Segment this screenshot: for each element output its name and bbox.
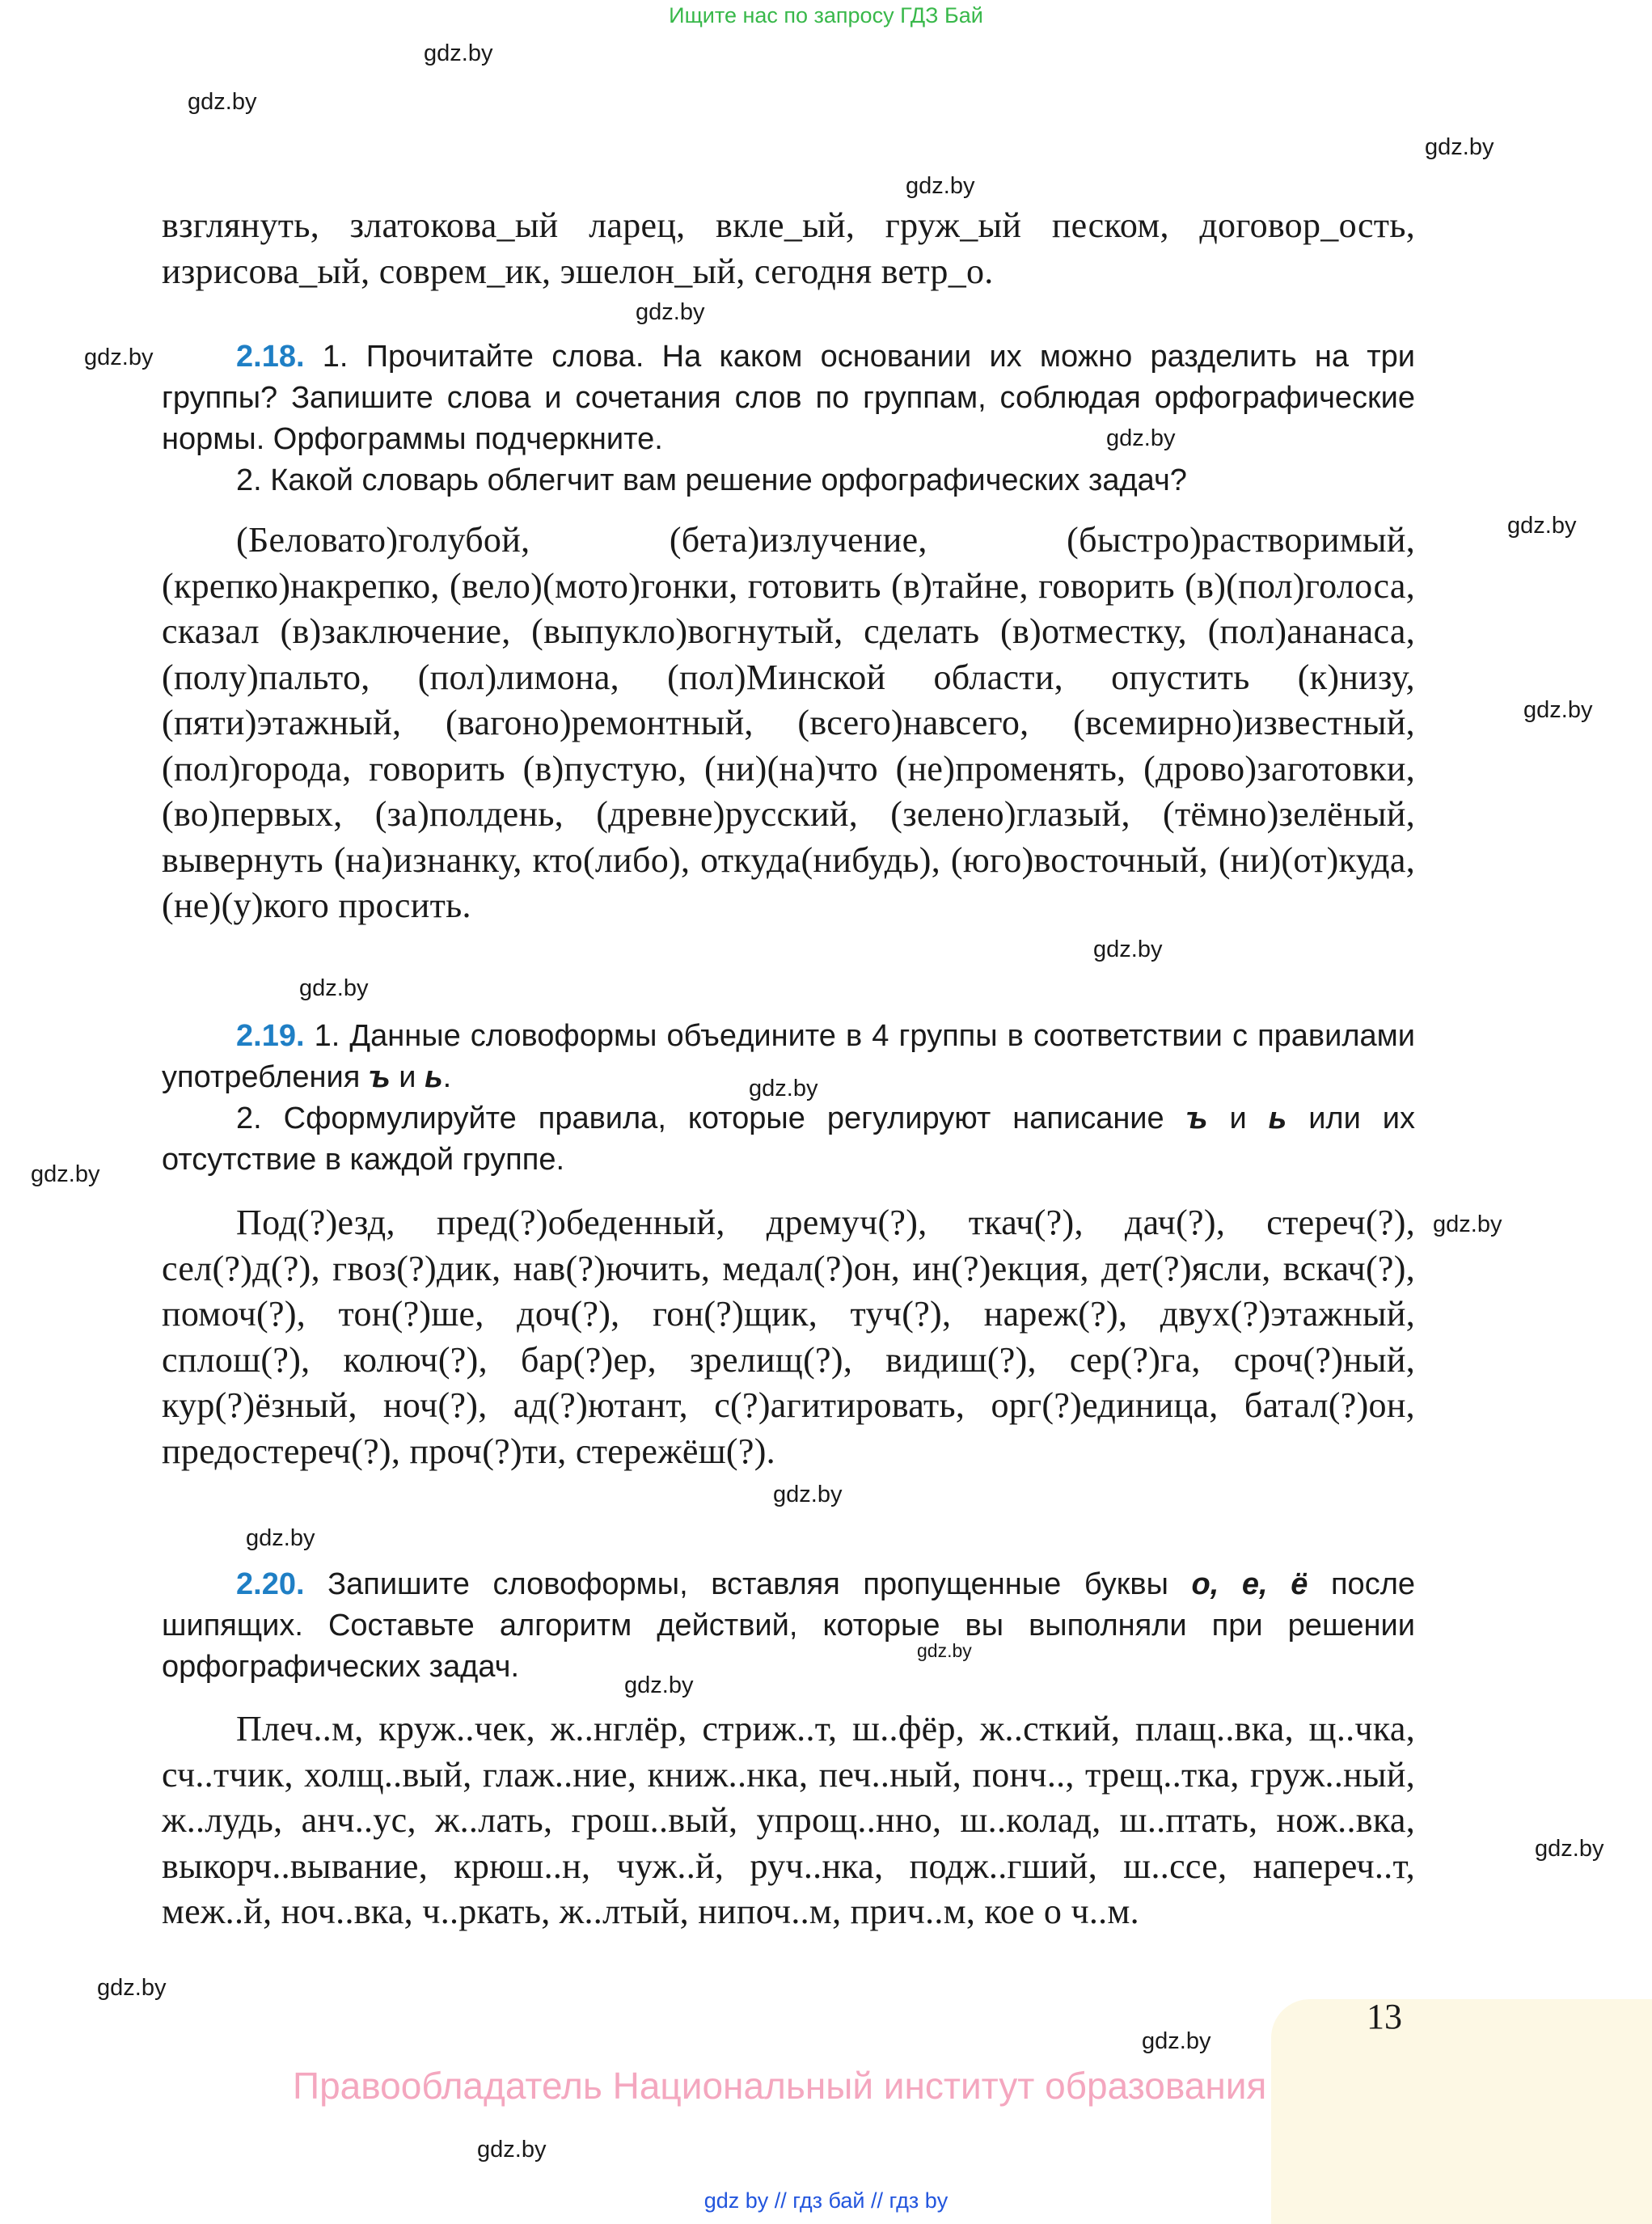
period: .: [442, 1060, 452, 1094]
page-number: 13: [1367, 1997, 1402, 2036]
watermark: gdz.by: [1433, 1211, 1502, 1237]
exercise-2-20-task-text: [162, 1564, 1415, 1688]
watermark: gdz.by: [246, 1525, 315, 1551]
watermark: gdz.by: [424, 40, 493, 66]
conjunction: и: [1207, 1101, 1269, 1135]
watermark: gdz.by: [299, 975, 369, 1001]
watermark: gdz.by: [84, 345, 154, 370]
watermark: gdz.by: [1093, 937, 1163, 962]
exercise-2-18-task-1: [162, 336, 1415, 460]
task-text: Запишите словоформы, вставляя пропущенные буквы: [304, 1567, 1192, 1601]
task-text: 1. Данные словоформы объедините в 4 группы в соответствии с правилами употребления: [162, 1019, 1415, 1094]
exercise-2-18-text: (Беловато)голубой, (бета)излучение, (быстро)растворимый, (крепко)накрепко, (вело)(мото)гонки, готовить (в)тайне, говорить (в)(пол)голоса, сказал (в)заключение, (выпукло)вогнутый, сделать (в)отместку, (пол)ананаса, (полу)пальто, (пол)лимона, (пол)Минской области, опустить (к)низу, (пяти)этажный, (вагоно)ремонтный, (всего)навсего, (всемирно)известный, (пол)города, говорить (в)пустую, (ни)(на)что (не)променять, (дрово)заготовки, (во)первых, (за)полдень, (древне)русский, (зелено)глазый, (тёмно)зелёный, вывернуть (на)изнанку, кто(либо), откуда(нибудь), (юго)восточный, (ни)(от)куда, (не)(у)кого просить.: [162, 520, 1415, 925]
task-text: 2. Сформулируйте правила, которые регулируют написание: [236, 1101, 1186, 1135]
exercise-2-19-task-2: [162, 1098, 1415, 1181]
exercise-text-continuation: взглянуть, златокова_ый ларец, вкле_ый, груж_ый песком, договор_ость, изрисова_ый, соврем_ик, эшелон_ый, сегодня ветр_о.: [162, 205, 1415, 291]
watermark: gdz.by: [1106, 425, 1176, 451]
watermark: gdz.by: [97, 1975, 167, 2001]
soft-sign: ь: [1268, 1101, 1287, 1135]
exercise-2-18-task-2: 2. Какой словарь облегчит вам решение орфографических задач?: [236, 463, 1187, 497]
watermark: gdz.by: [31, 1161, 100, 1187]
watermark: gdz.by: [1142, 2028, 1211, 2054]
watermark: gdz.by: [773, 1482, 843, 1507]
exercise-number: 2.20.: [236, 1567, 305, 1601]
top-banner: Ищите нас по запросу ГДЗ Бай: [669, 3, 983, 27]
watermark: gdz.by: [624, 1672, 694, 1698]
watermark: gdz.by: [1523, 697, 1593, 723]
hard-sign: ъ: [1185, 1101, 1208, 1135]
letters: о, е, ё: [1191, 1567, 1308, 1601]
exercise-2-19-task-1: [162, 1016, 1415, 1098]
watermark: gdz.by: [906, 173, 975, 199]
footer-links[interactable]: gdz by // гдз бай // гдз by: [703, 2188, 949, 2213]
watermark: gdz.by: [1535, 1836, 1604, 1862]
soft-sign: ь: [425, 1060, 443, 1094]
watermark: gdz.by: [1425, 134, 1494, 160]
watermark: gdz.by: [749, 1076, 818, 1101]
watermark: gdz.by: [1507, 513, 1577, 539]
exercise-2-19-text: Под(?)езд, пред(?)обеденный, дремуч(?), ткач(?), дач(?), стереч(?), сел(?)д(?), гвоз(?)дик, нав(?)ючить, медал(?)он, ин(?)екция, дет(?)ясли, вскач(?), помоч(?), тон(?)ше, доч(?), гон(?)щик, туч(?), нареж(?), двух(?)этажный, сплош(?), колюч(?), бар(?)ер, зрелищ(?), видиш(?), сер(?)га, сроч(?)ный, кур(?)ёзный, ноч(?), ад(?)ютант, с(?)агитировать, орг(?)единица, батал(?)он, предостереч(?), проч(?)ти, стережёш(?).: [162, 1203, 1415, 1471]
watermark: gdz.by: [917, 1640, 972, 1661]
exercise-2-18-task: [162, 336, 1415, 501]
hard-sign: ъ: [368, 1060, 391, 1094]
watermark: gdz.by: [477, 2137, 547, 2163]
task-text: или их отсутствие в каждой группе.: [162, 1101, 1416, 1177]
watermark: gdz.by: [636, 299, 705, 325]
exercise-2-20-task: [162, 1564, 1415, 1688]
exercise-number: 2.18.: [236, 340, 305, 374]
conjunction: и: [390, 1060, 425, 1094]
exercise-2-20-text: Плеч..м, круж..чек, ж..нглёр, стриж..т, ш..фёр, ж..сткий, плащ..вка, щ..чка, сч..тчик, холщ..вый, глаж..ние, книж..нка, печ..ный, понч.., трещ..тка, груж..ный, ж..лудь, анч..ус, ж..лать, грош..вый, упрощ..нно, ш..колад, ш..птать, нож..вка, выкорч..вывание, крюш..н, чуж..й, руч..нка, подж..гший, ш..ссе, напереч..т, меж..й, ноч..вка, ч..ркать, ж..лтый, нипоч..м, прич..м, кое о ч..м.: [162, 1709, 1415, 1931]
task-text: 1. Прочитайте слова. На каком основании их можно разделить на три группы? Запишите слова и сочетания слов по группам, соблюдая орфографические нормы. Орфограммы подчеркните.: [162, 340, 1415, 456]
exercise-number: 2.19.: [236, 1019, 305, 1053]
task-text: после шипящих. Составьте алгоритм действий, которые вы выполняли при решении орфографических задач.: [162, 1567, 1415, 1684]
watermark: gdz.by: [188, 89, 257, 115]
copyright-notice: Правообладатель Национальный институт образования: [293, 2065, 1267, 2107]
exercise-2-19-task: [162, 1016, 1415, 1181]
